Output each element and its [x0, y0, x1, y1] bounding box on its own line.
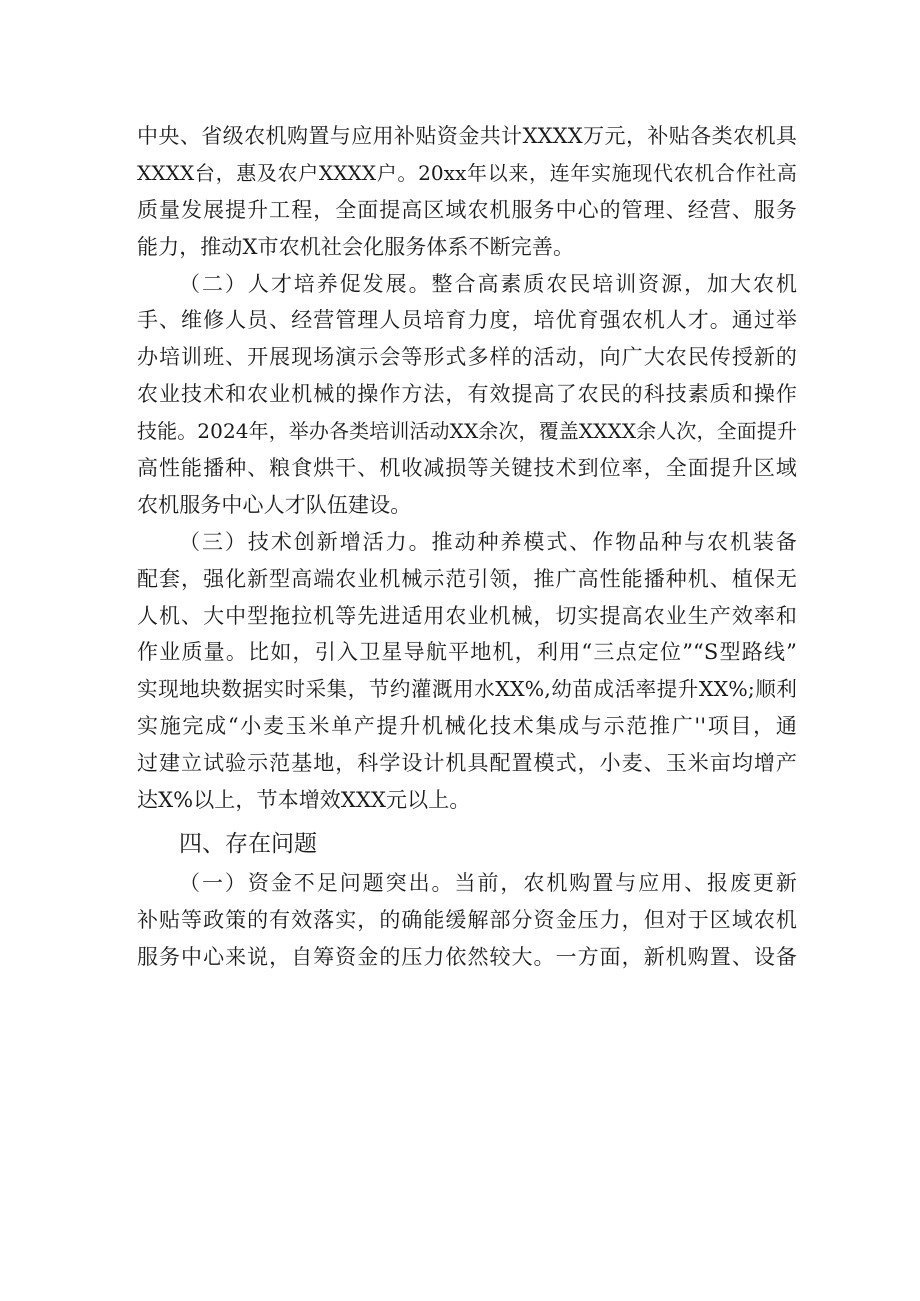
text-line: 达X%以上，节本增效XXX元以上。	[137, 788, 471, 813]
text-line: （二）人才培养促发展。整合高素质农民培训资源，加大农机	[179, 271, 797, 296]
text-line: 过建立试验示范基地，科学设计机具配置模式，小麦、玉米亩均增产	[137, 751, 797, 776]
text-line: 补贴等政策的有效落实，的确能缓解部分资金压力，但对于区域农机	[137, 907, 797, 932]
section-heading: 四、存在问题	[179, 830, 317, 857]
text-line: 手、维修人员、经营管理人员培育力度，培优育强农机人才。通过举	[137, 308, 797, 333]
text-line: 中央、省级农机购置与应用补贴资金共计XXXX万元，补贴各类农机具	[137, 124, 797, 148]
text-line: 实施完成“小麦玉米单产提升机械化技术集成与示范推广''项目，通	[137, 714, 797, 739]
text-line: 配套，强化新型高端农业机械示范引领，推广高性能播种机、植保无	[137, 566, 797, 591]
text-line: 农机服务中心人才队伍建设。	[137, 492, 412, 517]
document-body	[137, 118, 797, 976]
paragraph-subsidy	[137, 118, 797, 266]
text-line: 高性能播种、粮食烘干、机收减损等关键技术到位率，全面提升区域	[137, 456, 797, 481]
text-line: 能力，推动X市农机社会化服务体系不断完善。	[137, 234, 575, 259]
text-line: 办培训班、开展现场演示会等形式多样的活动，向广大农民传授新的	[137, 345, 797, 370]
text-line: 服务中心来说，自筹资金的压力依然较大。一方面，新机购置、设备	[137, 944, 797, 969]
text-line: 农业技术和农业机械的操作方法，有效提高了农民的科技素质和操作	[137, 382, 797, 407]
paragraph-tech-innovation	[137, 524, 797, 819]
paragraph-funding-issue	[137, 865, 797, 976]
text-line: （一）资金不足问题突出。当前，农机购置与应用、报废更新	[179, 870, 797, 895]
text-line: 人机、大中型拖拉机等先进适用农业机械，切实提高农业生产效率和	[137, 603, 797, 628]
text-line: （三）技术创新增活力。推动种养模式、作物品种与农机装备	[179, 529, 797, 554]
text-line: 技能。2024年，举办各类培训活动XX余次，覆盖XXXX余人次，全面提升	[137, 419, 797, 444]
text-line: 质量发展提升工程，全面提高区域农机服务中心的管理、经营、服务	[137, 197, 797, 222]
paragraph-talent-training	[137, 266, 797, 524]
text-line: 实现地块数据实时采集，节约灌溉用水XX%,幼苗成活率提升XX%;顺利	[137, 677, 797, 702]
text-line: 作业质量。比如，引入卫星导航平地机，利用“三点定位”“S型路线”	[137, 640, 797, 665]
text-line: XXXX台，惠及农户XXXX户。20xx年以来，连年实施现代农机合作社高	[137, 160, 797, 185]
